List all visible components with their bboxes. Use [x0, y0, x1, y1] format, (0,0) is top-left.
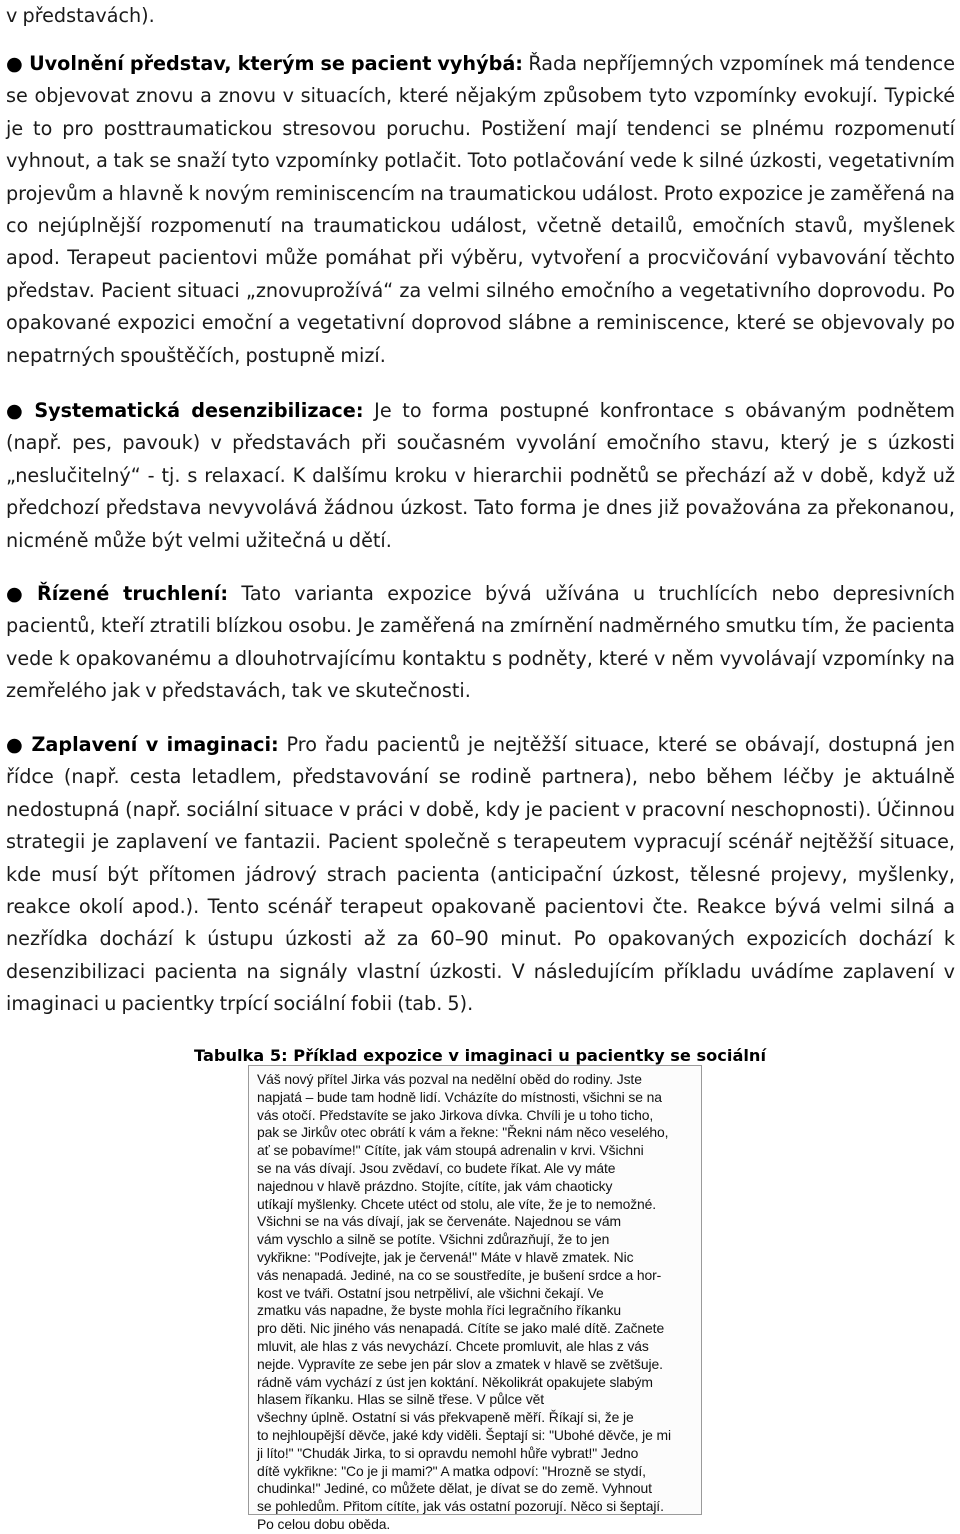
intro-line: v představách). — [6, 4, 155, 27]
item-text: Pro řadu pacientů je nejtěžší situace, které se obávají, dostupná jen řídce (např. cesta letadlem, představování se rodině partnera), nebo během léčby je aktuálně nedostupná (např. sociální situace v práci v době, kdy je pacient v pracovní neschopnosti). Účinnou strategii je zaplavení ve fantazii. Pacient společně s terapeutem vypracují scénář nejtěžší situace, kde musí být přítomen jádrový strach pacienta (anticipační úzkost, tělesné projevy, myšlenky, reakce okolí apod.). Tento scénář terapeut opakovaně pacientovi čte. Reakce bývá velmi silná a nezřídka dochází k ústupu úzkosti až za 60–90 minut. Po opakovaných expozicích dochází k desenzibilizaci pacienta na signály vlastní úzkosti. V následujícím příkladu uvádíme zaplavení v imaginaci u pacientky trpící sociální fobii (tab. 5). — [6, 733, 956, 1016]
table-caption: Tabulka 5: Příklad expozice v imaginaci u pacientky se sociální — [194, 1046, 766, 1065]
list-item — [6, 395, 955, 557]
bullet-icon: ● — [6, 52, 24, 75]
item-term: Uvolnění představ, kterým se pacient vyhýbá: — [29, 52, 523, 75]
bullet-icon: ● — [6, 733, 26, 756]
bullet-icon: ● — [6, 582, 32, 605]
item-text: Je to forma postupné konfrontace s obávaným podnětem (např. pes, pavouk) v představách při současném vyvolání emočního stavu, který je s úzkosti „neslučitelný“ - tj. s relaxací. K dalšímu kroku v hierarchii podnětů se přechází až v době, když už předchozí představa nevyvolává žádnou úzkost. Tato forma je dnes již považována za překonanou, nicméně může být velmi užitečná u dětí. — [6, 399, 955, 552]
item-term: Zaplavení v imaginaci: — [31, 733, 279, 756]
table-scan-image — [248, 1065, 702, 1532]
item-text: Tato varianta expozice bývá užívána u truchlících nebo depresivních pacientů, kteří ztratili blízkou osobu. Je zaměřená na zmírnění nadměrného smutku tím, že pacienta vede k opakovanému a dlouhotrvajícímu kontaktu s podněty, které v něm vyvolávají vzpomínky na zemřelého jak v představách, tak ve skutečnosti. — [6, 582, 956, 703]
table-scan-text: Váš nový přítel Jirka vás pozval na nedělní oběd do rodiny. Jste napjatá – bude tam hodně lidí. Vcházíte do místnosti, všichni se na vás otočí. Představíte se jako Jirkova dívka. Chvíli je u toho ticho, pak se Jirkův otec obrátí k vám a řekne: "Řekni nám něco veselého, ať se pobavíme!" Cítíte, jak vám stoupá adrenalin v krvi. Všichni se na vás dívají. Jsou zvědaví, co budete říkat. Ale vy máte najednou v hlavě prázdno. Stojíte, cítíte, jak vám chaoticky utíkají myšlenky. Chcete utéct od stolu, ale víte, že je to nemožné. Všichni se na vás dívají, jak se červenáte. Najednou se vám vám vyschlo a silně se potíte. Všichni zdůrazňují, že to jen vykřikne: "Podívejte, jak je červená!" Máte v hlavě zmatek. Nic vás nenapadá. Jediné, na co se soustředíte, je bušení srdce a hor- kost ve tváři. Ostatní jsou netrpěliví, ale všichni čekají. Ve zmatku vás napadne, že byste mohla říci legračního říkanku pro děti. Nic jiného vás nenapadá. Cítíte se jako malé dítě. Začnete mluvit, ale hlas z vás nevychází. Chcete promluvit, ale hlas z vás nejde. Vypravíte ze sebe jen pár slov a zmatek v hlavě se zvětšuje. rádně vám vychází z úst jen koktání. Několikrát opakujete slabým hlasem říkanku. Hlas se silně třese. V půlce vět všechny úplně. Ostatní si vás překvapeně měří. Říkají si, že je to nejhloupější děvče, jaké kdy viděli. Šeptají si: "Ubohé děvče, je mi ji líto!" "Chudák Jirka, to si opravdu nemohl hůře vybrat!" Jedno dítě vykřikne: "Co je ji mami?" A matka odpoví: "Hrozně se stydí, chudinka!" Jediné, co můžete dělat, je dívat se do země. Vyhnout se pohledům. Přitom cítíte, jak vás ostatní pozorují. Něco si šeptají. Po celou dobu oběda. — [257, 1071, 672, 1532]
bullet-icon: ● — [6, 399, 29, 422]
item-term: Řízené truchlení: — [37, 582, 228, 605]
item-term: Systematická desenzibilizace: — [34, 399, 364, 422]
item-text: Řada nepříjemných vzpomínek má tendence se objevovat znovu a znovu v situacích, které nějakým způsobem tyto vzpomínky evokují. Typické je to pro posttraumatickou stresovou poruchu. Postižení mají tendenci se plnému rozpomenutí vyhnout, a tak se snaží tyto vzpomínky potlačit. Toto potlačování vede k silné úzkosti, vegetativním projevům a hlavně k novým reminiscencím na traumatickou událost. Proto expozice je zaměřená na co nejúplnější rozpomenutí na traumatickou událost, včetně detailů, emočních stavů, myšlenek apod. Terapeut pacientovi může pomáhat při výběru, vytvoření a procvičování vybavování těchto představ. Pacient situaci „znovuprožívá“ za velmi silného emočního a vegetativního doprovodu. Po opakované expozici emoční a vegetativní doprovod slábne a reminiscence, které se objevovaly po nepatrných spouštěčích, postupně mizí. — [6, 52, 955, 367]
list-item — [6, 48, 955, 372]
list-item — [6, 578, 955, 708]
list-item — [6, 729, 955, 1021]
